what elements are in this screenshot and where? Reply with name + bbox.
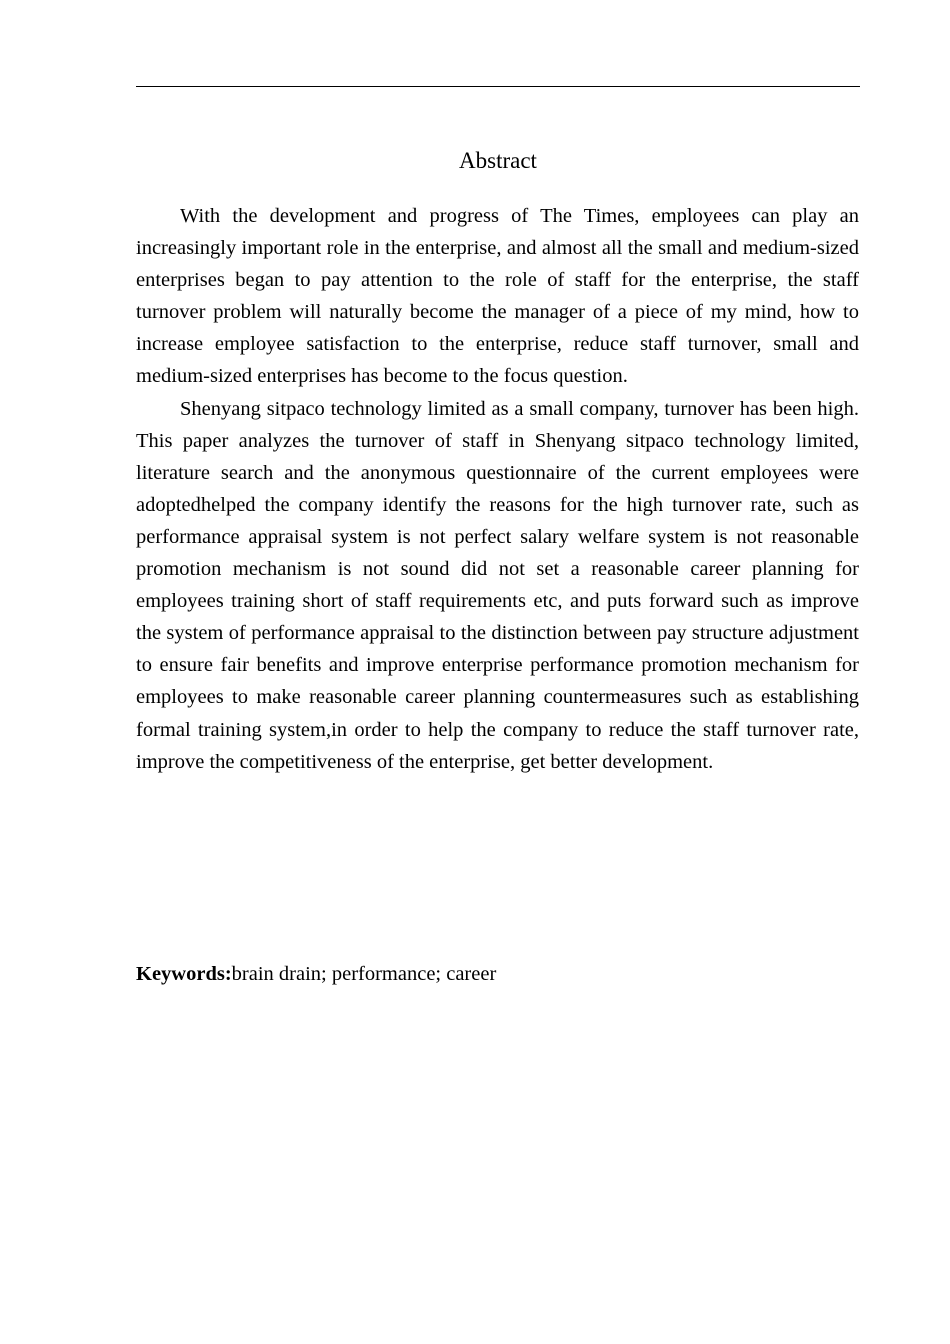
keywords-line bbox=[136, 958, 860, 990]
abstract-paragraph-1: With the development and progress of The Times, employees can play an increasingly important role in the enterprise, and almost all the small and medium-sized enterprises began to pay attention to the role of staff for the enterprise, the staff turnover problem will naturally become the manager of a piece of my mind, how to increase employee satisfaction to the enterprise, reduce staff turnover, small and medium-sized enterprises has become to the focus question. bbox=[136, 205, 859, 388]
keywords-value: brain drain; performance; career bbox=[231, 963, 497, 985]
abstract-paragraph-2: Shenyang sitpaco technology limited as a small company, turnover has been high. This paper analyzes the turnover of staff in Shenyang sitpaco technology limited, literature search and the anonymous questionnaire of the current employees were adoptedhelped the company identify the reasons for the high turnover rate, such as performance appraisal system is not perfect salary welfare system is not reasonable promotion mechanism is not sound did not set a reasonable career planning for employees training short of staff requirements etc, and puts forward such as improve the system of performance appraisal to the distinction between pay structure adjustment to ensure fair benefits and improve enterprise performance promotion mechanism for employees to make reasonable career planning countermeasures such as establishing formal training system,in order to help the company to reduce the staff turnover rate, improve the competitiveness of the enterprise, get better development. bbox=[136, 397, 859, 773]
header-rule bbox=[136, 86, 860, 87]
abstract-body bbox=[136, 200, 859, 778]
abstract-title: Abstract bbox=[459, 148, 537, 173]
keywords-label: Keywords: bbox=[136, 963, 232, 985]
